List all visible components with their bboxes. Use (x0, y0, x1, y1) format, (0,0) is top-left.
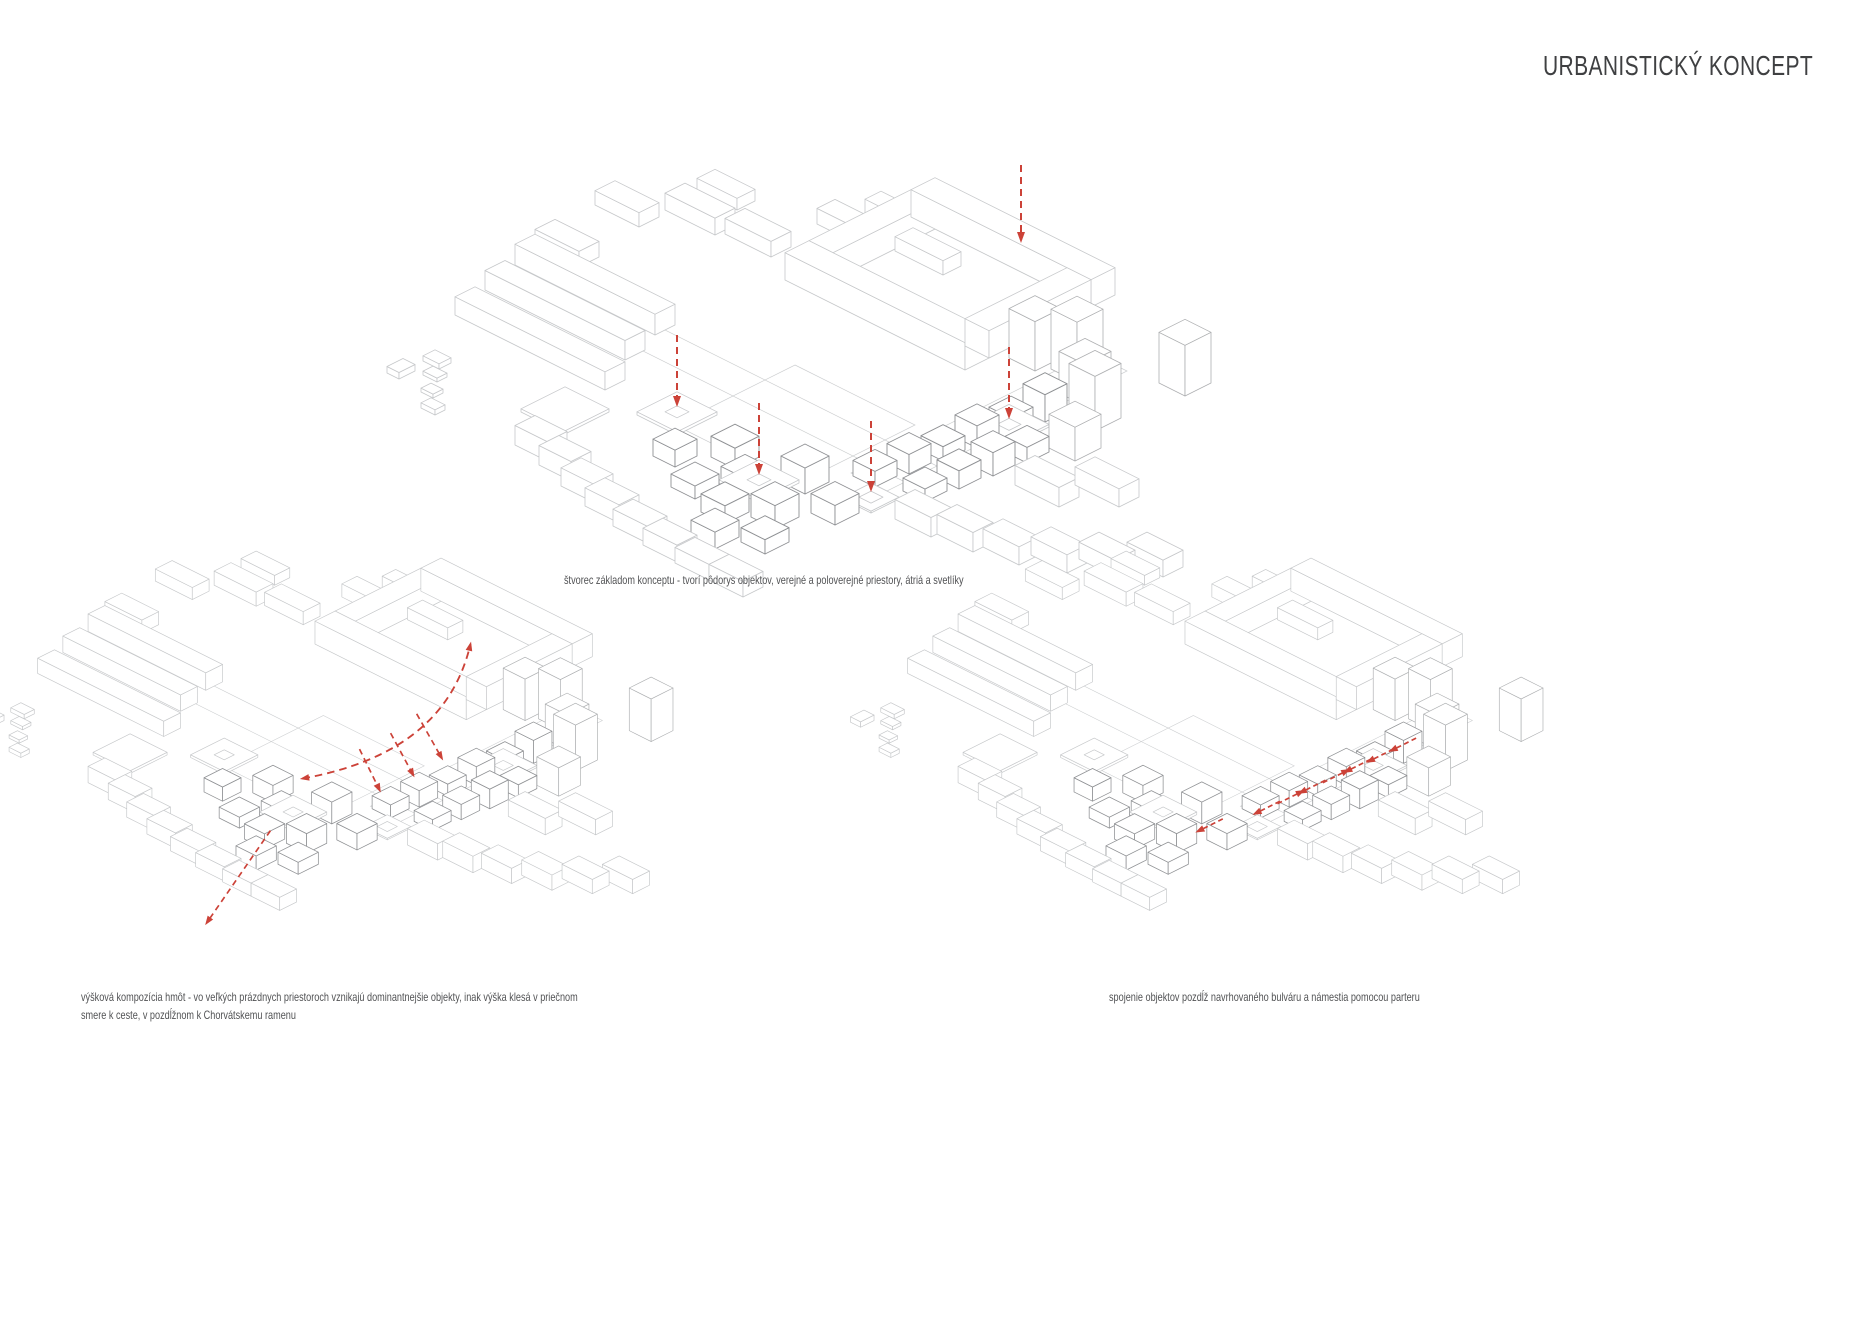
caption-parter-connection: spojenie objektov pozdĺž navrhovaného bulváru a námestia pomocou parteru (1109, 990, 1420, 1004)
diagram-figure-height-composition (50, 518, 664, 955)
caption-square-concept: štvorec základom konceptu - tvorí pôdorys objektov, verejné a poloverejné priestory, átriá a svetlíky (564, 573, 964, 587)
page-title: URBANISTICKÝ KONCEPT (1542, 50, 1813, 81)
diagram-figure-parter-connection (920, 518, 1534, 955)
city-linework (851, 551, 1543, 910)
axonometric-drawing-parter-connection (920, 518, 1534, 955)
city-linework (0, 551, 673, 910)
axonometric-drawing-height-composition (50, 518, 664, 955)
caption-height-composition: výšková kompozícia hmôt - vo veľkých prázdnych priestoroch vznikajú dominantnejšie objekty, inak výška klesá v priečnom smere k ceste, v pozdĺžnom k Chorvátskemu ramenu (81, 990, 578, 1022)
